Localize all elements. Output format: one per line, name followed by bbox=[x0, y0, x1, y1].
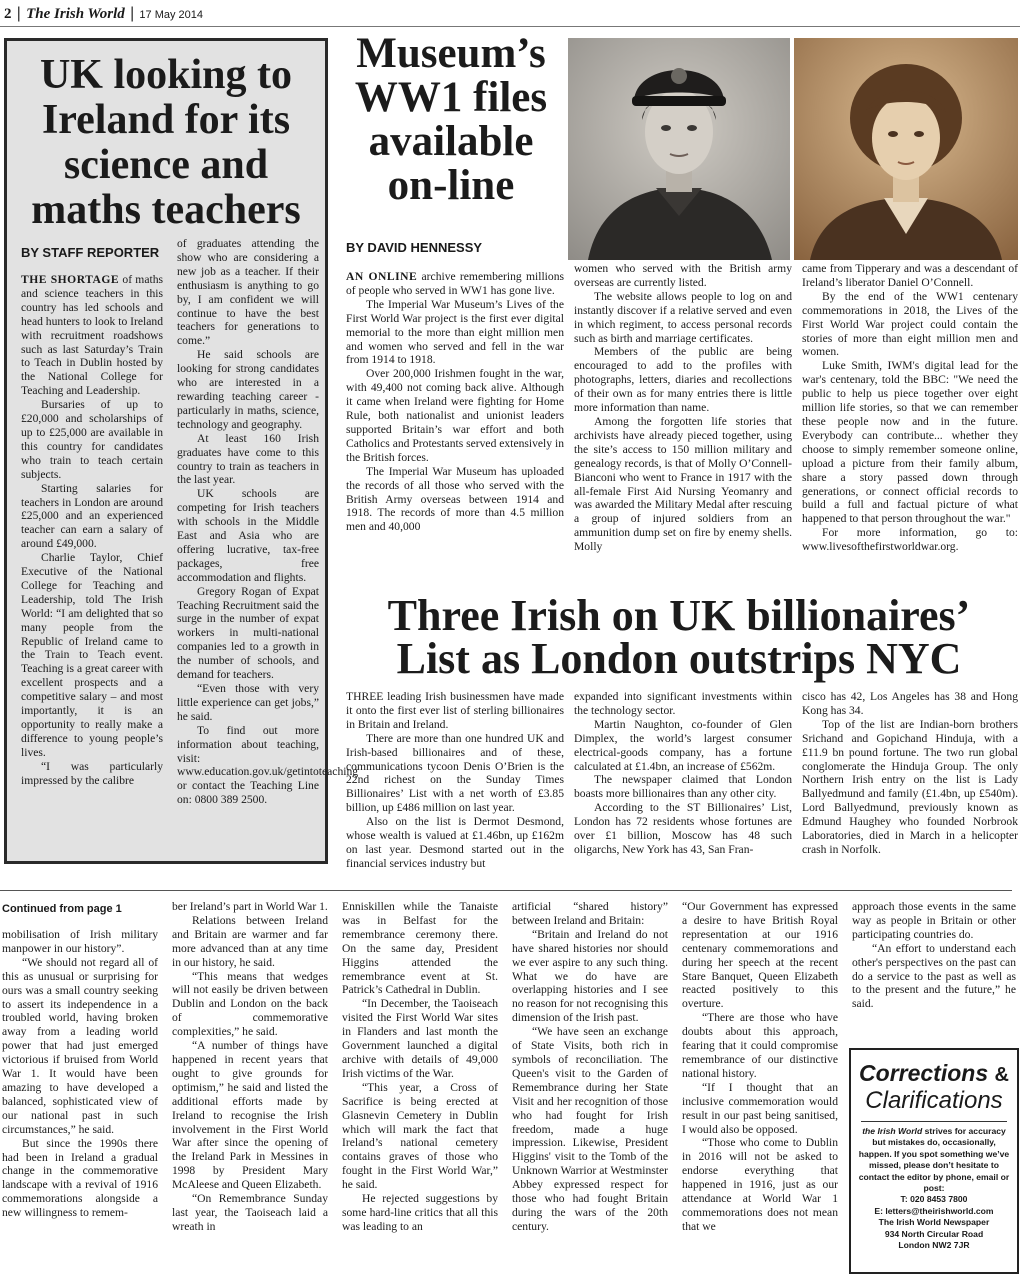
corrections-email[interactable]: E: letters@theirishworld.com bbox=[874, 1205, 994, 1216]
billionaires-headline-line-1: Three Irish on UK billionaires’ bbox=[387, 591, 971, 640]
teachers-article-box bbox=[4, 38, 359, 864]
corrections-address-line-1: 934 North Circular Road bbox=[884, 1228, 984, 1239]
museum-paragraph: For more information, go to: www.livesofthefirstworldwar.org. bbox=[802, 526, 1018, 554]
continued-paragraph: “A number of things have happened in recent years that ought to give grounds for optimism,” he said and listed the additional efforts made by Ireland to recognise the Irish involvement in the First World War after since the opening of the Ireland Park in Messines in 1998 by President Mary McAleese and Queen Elizabeth. bbox=[172, 1039, 328, 1192]
teachers-paragraph: “I was particularly impressed by the calibre bbox=[21, 759, 163, 787]
billionaires-paragraph: The newspaper claimed that London boasts more billionaires than any other city. bbox=[574, 773, 792, 801]
museum-column-1 bbox=[346, 270, 564, 580]
continued-paragraph: “We should not regard all of this as unusual or surprising for ours was a small country seeking to assert its independence in a troubled world, having broken away from a leading world power that had just emerged victorious if bruised from World War 1. It would have been amazing to have developed a balanced, sophisticated view of our national past in such circumstances,” he said. bbox=[2, 955, 158, 1136]
continued-column-4 bbox=[512, 900, 668, 1278]
teachers-lead-in: THE SHORTAGE bbox=[21, 273, 120, 286]
museum-paragraph: Among the forgotten life stories that archivists have already pieced together, using the site’s access to 150 million military and genealogy records, is that of Molly O’Connell-Bianconi who went to France in 1917 with the all-female First Aid Nursing Yeomanry and was awarded the Military Medal after rescuing a group of injured soldiers from an ammunition dump set on fire by enemy shells. Molly bbox=[574, 414, 792, 554]
header-separator-2: | bbox=[129, 4, 135, 22]
billionaires-paragraph: Martin Naughton, co-founder of Glen Dimplex, the world’s largest consumer electrical-goods company, has a fortune calculated at £1.4bn, an increase of £562m. bbox=[574, 717, 792, 773]
continued-column-3 bbox=[342, 900, 498, 1278]
teachers-column-2 bbox=[177, 237, 359, 863]
continued-paragraph: Relations between Ireland and Britain are warmer and far more advanced than at any time in our history, he said. bbox=[172, 913, 328, 969]
corrections-ampersand: & bbox=[994, 1064, 1009, 1086]
photo-woman-in-uniform bbox=[568, 38, 790, 260]
billionaires-paragraph: cisco has 42, Los Angeles has 38 and Hong Kong has 34. bbox=[802, 690, 1018, 717]
teachers-paragraph: of graduates attending the show who are considering a new job as a teacher. If their enthusiasm is anything to go by, I am confident we will continue to have the best teachers for generations to come.” bbox=[177, 237, 319, 348]
billionaires-column-1 bbox=[346, 690, 564, 886]
continued-paragraph: “Our Government has expressed a desire to have British Royal representation at our 1916 centenary commemorations and during her speech at the recent Stare Banquet, Queen Elizabeth reacted positively to this overture. bbox=[682, 900, 838, 1011]
issue-date: 17 May 2014 bbox=[139, 9, 204, 21]
billionaires-paragraph: Top of the list are Indian-born brothers Srichand and Gopichand Hinduja, with a £11.9 bn pound fortune. The two run global conglomerate the Hinduja Group. The only Northern Irish entry on the list is Lady Ballyedmund and family (£1.4bn, up £540m). Lord Ballyedmund, previously known as Edmund Haughey who founded Norbrook Laboratories, died in March in a helicopter crash in Norfolk. bbox=[802, 717, 1018, 856]
billionaires-paragraph: expanded into significant investments within the technology sector. bbox=[574, 690, 792, 717]
photo-woman-portrait-image bbox=[794, 38, 1018, 260]
museum-paragraph: came from Tipperary and was a descendant of Ireland’s liberator Daniel O’Connell. bbox=[802, 262, 1018, 289]
photo-woman-portrait bbox=[794, 38, 1018, 260]
teachers-paragraph: Bursaries of up to £20,000 and scholarships of up to £25,000 are available in this country for candidates who train to teach certain subjects. bbox=[21, 398, 163, 481]
museum-paragraph bbox=[346, 270, 564, 298]
photo-woman-in-uniform-image bbox=[568, 38, 790, 260]
museum-paragraph: The Imperial War Museum’s Lives of the First World War project is the first ever digital memorial to the more than eight million men and women who served and fell in the war from 1914 to 1918. bbox=[346, 297, 564, 367]
museum-paragraph: women who served with the British army overseas are currently listed. bbox=[574, 262, 792, 289]
museum-column-2 bbox=[574, 262, 792, 580]
museum-headline: Museum’s WW1 files available on-line bbox=[354, 30, 548, 209]
continued-paragraph: “An effort to understand each other's perspectives on the past can do a service to the past as well as to the present and the future,” he said. bbox=[852, 941, 1016, 1011]
continued-column-1 bbox=[2, 928, 158, 1278]
museum-paragraph: The website allows people to log on and instantly discover if a relative served and even in which regiment, to access personal records such as birth and marriage certificates. bbox=[574, 289, 792, 345]
museum-paragraph: By the end of the WW1 centenary commemorations in 2018, the Lives of the First World War project could contain the stories of more than eight million men and women. bbox=[802, 289, 1018, 359]
continued-paragraph: “This means that wedges will not easily be driven between Dublin and London on the back of commemorative complexities,” he said. bbox=[172, 969, 328, 1039]
continued-paragraph: Enniskillen while the Tanaiste was in Belfast for the remembrance ceremony there. On the same day, President Higgins attended the remembrance event at St. Patrick’s Cathedral in Dublin. bbox=[342, 900, 498, 997]
teachers-paragraph: Starting salaries for teachers in London are around £25,000 and an experienced teacher can earn a salary of around £49,000. bbox=[21, 481, 163, 551]
teachers-byline: BY STAFF REPORTER bbox=[21, 245, 160, 260]
museum-byline: BY DAVID HENNESSY bbox=[346, 240, 483, 255]
billionaires-paragraph: THREE leading Irish businessmen have made it onto the first ever list of sterling billionaires in Britain and Ireland. bbox=[346, 690, 564, 731]
continued-paragraph: mobilisation of Irish military manpower in our history”. bbox=[2, 928, 158, 955]
corrections-box bbox=[849, 1048, 1019, 1274]
continued-paragraph: “Those who come to Dublin in 2016 will not be asked to endorse everything that happened in 1916, just as our attendance at World War 1 commemorations does not mean that we bbox=[682, 1136, 838, 1233]
clarifications-title: Clarifications bbox=[865, 1087, 1003, 1114]
continued-paragraph: approach those events in the same way as people in Britain or other participating countries do. bbox=[852, 900, 1016, 941]
corrections-newspaper-name: The Irish World Newspaper bbox=[878, 1217, 990, 1228]
continued-paragraph: “There are those who have doubts about this approach, fearing that it could compromise remembrance of our distinctive national history. bbox=[682, 1011, 838, 1080]
continued-column-6 bbox=[852, 900, 1016, 1042]
corrections-title-word: Corrections bbox=[859, 1060, 989, 1086]
museum-paragraph: The Imperial War Museum has uploaded the records of all those who served with the British Army overseas between 1914 and 1918. The records of more than 4.5 million men and 40,000 bbox=[346, 464, 564, 534]
continued-paragraph: “This year, a Cross of Sacrifice is being erected at Glasnevin Cemetery in Dublin which will mark the fact that Ireland’s national cemetery contains graves of those who fought in the First World War,” he said. bbox=[342, 1080, 498, 1192]
teachers-paragraph: Gregory Rogan of Expat Teaching Recruitment said the surge in the number of expat workers in multi-national companies led to a growth in the number of schools, and demand for teachers. bbox=[177, 584, 319, 682]
teachers-paragraph: UK schools are competing for Irish teachers with schools in the Middle East and Asia who are offering lucrative, tax-free packages, free accommodation and flights. bbox=[177, 487, 319, 584]
corrections-title bbox=[851, 1060, 1017, 1087]
billionaires-paragraph: There are more than one hundred UK and Irish-based billionaires and of these, communications tycoon Denis O’Brien is the 22nd richest on the Sunday Times Billionaires’ List with a net worth of £3.85 billion, up £486 million on last year. bbox=[346, 731, 564, 815]
continued-paragraph: “We have seen an exchange of State Visits, both rich in symbols of reconciliation. The Queen's visit to the Garden of Remembrance during her State Visit and her recognition of those who had fought for Irish freedom, made a huge impression. Likewise, President Higgins' visit to the Tomb of the Unknown Warrior at Westminster Abbey expressed respect for those who had fought Britain during the wars of the 20th century. bbox=[512, 1025, 668, 1233]
corrections-publication: the Irish World bbox=[862, 1126, 923, 1136]
continued-paragraph: artificial “shared history” between Ireland and Britain: bbox=[512, 900, 668, 927]
museum-column-3 bbox=[802, 262, 1018, 580]
continued-label: Continued from page 1 bbox=[2, 903, 122, 915]
continued-paragraph: But since the 1990s there had been in Ireland a gradual change in the commemorative landscape with a revival of 1916 commemorations alongside a new willingness to remem- bbox=[2, 1136, 158, 1220]
continued-paragraph: “Britain and Ireland do not have shared histories nor should we ever aspire to any such thing. What we do have are overlapping histories and I see no reason for not recognising this dimension of the Irish past. bbox=[512, 927, 668, 1025]
corrections-address-line-2: London NW2 7JR bbox=[898, 1240, 970, 1251]
teachers-lead-text: of maths and science teachers in this country has led schools and head hunters to look to Ireland with recruitment roadshows such as last Saturday’s Train to Teach in Dublin hosted by the National College for Teaching and Leadership. bbox=[21, 273, 163, 398]
teachers-paragraph: “Even those with very little experience can get jobs,” he said. bbox=[177, 682, 319, 723]
continued-paragraph: ber Ireland’s part in World War 1. bbox=[172, 900, 328, 913]
teachers-paragraph bbox=[21, 273, 163, 398]
teachers-paragraph: At least 160 Irish graduates have come to this country to train as teachers in the last year. bbox=[177, 431, 319, 487]
teachers-paragraph: To find out more information about teaching, visit: www.education.gov.uk/getintoteaching or contact the Teaching Line on: 0800 389 2500. bbox=[177, 723, 359, 807]
billionaires-column-2 bbox=[574, 690, 792, 886]
billionaires-paragraph: Also on the list is Dermot Desmond, whose wealth is valued at £1.46bn, up £162m on last year. Desmond started out in the financial services industry but bbox=[346, 815, 564, 870]
section-divider bbox=[0, 890, 1012, 891]
billionaires-column-3 bbox=[802, 690, 1018, 886]
continued-paragraph: “If I thought that an inclusive commemoration would result in our past being sanitised, I would also be opposed. bbox=[682, 1080, 838, 1136]
museum-lead-in: AN ONLINE bbox=[346, 270, 418, 283]
continued-column-2 bbox=[172, 900, 328, 1278]
continued-column-5 bbox=[682, 900, 838, 1278]
teachers-paragraph: Charlie Taylor, Chief Executive of the National College for Teaching and Leadership, told The Irish World: “I am delighted that so many people from the Republic of Ireland came to the Train to Teach event. Teaching is a great career with excellent prospects and a competitive salary – and most importantly, it is an opportunity to really make a difference to young people’s lives. bbox=[21, 551, 163, 759]
continued-paragraph: “On Remembrance Sunday last year, the Taoiseach laid a wreath in bbox=[172, 1192, 328, 1233]
billionaires-headline-line-2: List as London outstrips NYC bbox=[396, 634, 962, 683]
header-rule bbox=[0, 26, 1020, 27]
continued-paragraph: “In December, the Taoiseach visited the First World War sites in Flanders and last month the Government launched a digital archive with details of 49,000 Irish victims of the War. bbox=[342, 997, 498, 1080]
billionaires-paragraph: According to the ST Billionaires’ List, London has 72 residents whose fortunes are over £1 billion, Moscow has 48 such oligarchs, New York has 43, San Fran- bbox=[574, 801, 792, 856]
corrections-text bbox=[851, 1126, 1017, 1194]
museum-paragraph: Over 200,000 Irishmen fought in the war, with 49,400 not coming back alive. Although it came when Ireland were fighting for Home Rule, both nationalist and unionist leaders supported Britain’s war effort and both Catholics and Protestants served extensively in the British forces. bbox=[346, 367, 564, 464]
teachers-headline: UK looking to Ireland for its science and maths teachers bbox=[31, 52, 301, 233]
corrections-rule bbox=[861, 1121, 1007, 1122]
page-header bbox=[4, 2, 203, 24]
teachers-paragraph: He said schools are looking for strong candidates who are interested in a rewarding teaching career - particularly in maths, science, technology and geography. bbox=[177, 348, 319, 431]
museum-paragraph: Members of the public are being encouraged to add to the profiles with photographs, letters, diaries and recollections of their own as for many entries there is little more information than name. bbox=[574, 345, 792, 415]
corrections-phone: T: 020 8453 7800 bbox=[900, 1194, 968, 1205]
corrections-message: strives for accuracy but mistakes do, occasionally, happen. If you spot something we’ve missed, please don’t hesitate to contact the editor by phone, email or post: bbox=[858, 1126, 1010, 1194]
museum-paragraph: Luke Smith, IWM's digital lead for the war's centenary, told the BBC: "We need the public to help us piece together over eight million life stories, so that we can remember these people now and in the future. Everybody can contribute... whether they choose to simply remember someone online, upload a picture from their family album, share a story passed down through generations, or connect official records to build a full and factual picture of what happened to that person throughout the war." bbox=[802, 359, 1018, 526]
header-separator: | bbox=[16, 4, 22, 22]
billionaires-headline bbox=[338, 591, 1020, 683]
publication-name: The Irish World bbox=[26, 6, 125, 22]
museum-lead-text: archive remembering millions of people who served in WW1 has gone live. bbox=[346, 270, 565, 297]
teachers-column-1 bbox=[21, 273, 163, 863]
page-number: 2 bbox=[4, 6, 12, 22]
continued-paragraph: He rejected suggestions by some hard-line critics that all this was leading to an bbox=[342, 1192, 498, 1233]
